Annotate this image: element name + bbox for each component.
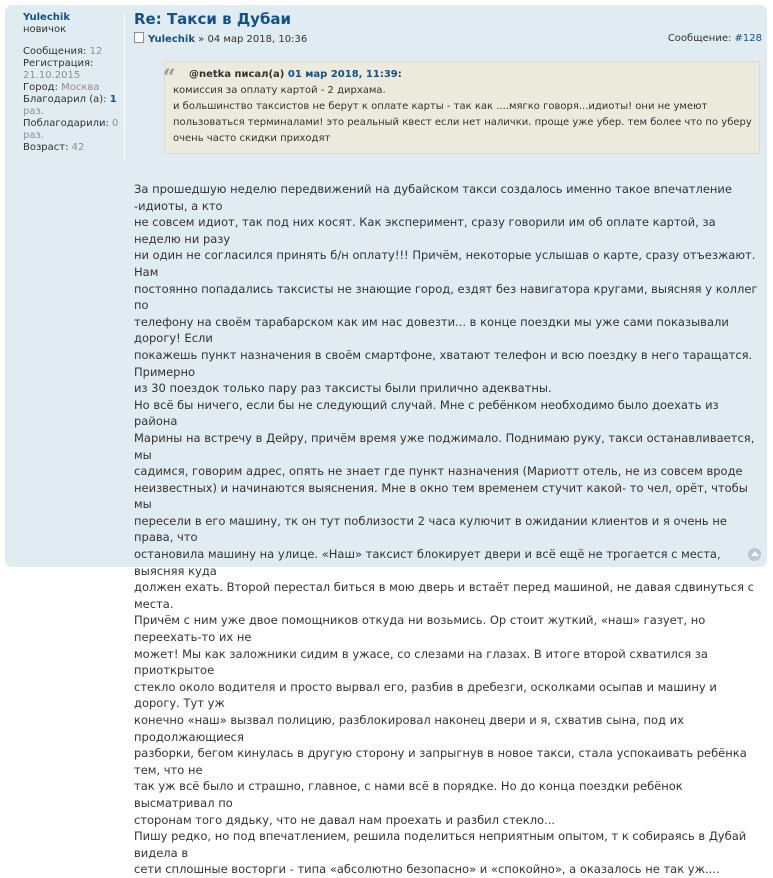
post-author[interactable]: Yulechik xyxy=(148,34,195,45)
content-line: Марины на встречу в Дейру, причём время уже поджимало. Поднимаю руку, такси останавливается, мы xyxy=(134,430,755,462)
content-line: покажешь пункт назначения в своём смартфоне, хватают телефон и всю поездку в него таращатся. Примерно xyxy=(134,347,753,379)
profile-divider xyxy=(124,14,125,161)
thanked-count[interactable]: 1 xyxy=(109,94,117,105)
content-line: конечно «наш» вызвал полицию, разблокировал наконец двери и я, схватив сына, под их продолжающиеся xyxy=(134,713,684,744)
quote-mark-icon: “ xyxy=(163,65,176,91)
was-thanked-times: раз. xyxy=(23,130,44,141)
post-title[interactable]: Re: Такси в Дубаи xyxy=(134,10,292,28)
post-date: » 04 мар 2018, 10:36 xyxy=(198,34,308,45)
content-line: Пишу редко, но под впечатлением, решила поделиться неприятным опытом, т к собираясь в Дубай видела в xyxy=(134,829,747,860)
content-line: стекло около водителя и просто вырвал его, разбив в дребезги, осколками осыпав и машину и дорогу. Тут уж xyxy=(134,679,717,711)
content-line: так уж всё было и страшно, главное, с нами всё в порядке. Но до конца поездки ребёнок высматривал по xyxy=(134,779,683,810)
profile-rank: новичок xyxy=(23,24,67,35)
quote-line: очень часто скидки приходят xyxy=(173,133,331,144)
post-icon[interactable] xyxy=(134,32,144,43)
content-line: не совсем идиот, так под них косят. Как эксперимент, сразу говорили им об оплате картой, за неделю ни разу xyxy=(134,215,716,246)
content-line: пересели в его машину, тк он тут поблизости 2 часа кулючит в ожидании клиентов и я очень не права, что xyxy=(134,513,727,545)
content-line: Но всё бы ничего, если бы не следующий случай. Мне с ребёнком необходимо было доехать из района xyxy=(134,397,719,429)
message-number xyxy=(668,32,762,46)
content-line: сторонам того дядьку, что не давал нам проехать и разбил стекло... xyxy=(134,812,556,827)
quote-colon: : xyxy=(397,69,402,80)
back-to-top-button[interactable] xyxy=(748,548,761,561)
thanked-times: раз. xyxy=(23,106,44,117)
quote-line: и большинство таксистов не берут к оплате карты - так как ....мягко говоря...идиоты! они не умеют xyxy=(173,101,708,112)
registered-label: Регистрация: xyxy=(23,58,94,69)
quote-line: пользоваться терминалами! это реальный квест если нет налички. проще уже убер. тем более что по уберу xyxy=(173,117,752,128)
content-line: постоянно попадались таксисты не знающие город, ездят без навигатора кругами, выясняя у коллег по xyxy=(134,281,758,313)
post-content xyxy=(134,181,762,878)
thanked-label: Благодарил (а): xyxy=(23,94,107,105)
quote-line: комиссия за оплату картой - 2 дирхама. xyxy=(173,85,386,96)
was-thanked-count: 0 xyxy=(112,118,119,129)
city-label: Город: xyxy=(23,82,58,93)
post-meta xyxy=(134,32,762,46)
content-line: За прошедшую неделю передвижений на дубайском такси создалось именно такое впечатление -идиоты, а кто xyxy=(134,182,732,213)
arrow-up-icon xyxy=(751,551,759,556)
content-line: остановила машину на улице. «Наш» таксист блокирует двери и всё ещё не трогается с места, выясняя куда xyxy=(134,547,721,578)
content-line: из 30 поездок только пару раз таксисты были прилично адекватны. xyxy=(134,381,552,396)
quote-date[interactable]: 01 мар 2018, 11:39 xyxy=(287,69,398,80)
age-label: Возраст: xyxy=(23,142,69,153)
content-line: может! Мы как заложники сидим в ужасе, со слезами на глазах. В итоге второй схватился за приоткрытое xyxy=(134,646,708,678)
was-thanked-label: Поблагодарили: xyxy=(23,118,109,129)
content-line: должен ехать. Второй перестал биться в мою дверь и встаёт перед машиной, не давая сдвинуться с места. xyxy=(134,580,754,611)
age-value: 42 xyxy=(71,142,85,153)
quote-cite xyxy=(173,67,753,83)
city-value: Москва xyxy=(61,82,100,93)
message-label: Сообщение: xyxy=(667,33,732,44)
quote-author: @netka писал(а) xyxy=(189,69,285,80)
content-line: разборки, бегом кинулась в другую сторону и запрыгнув в новое такси, стала успокаивать ребёнка тем, что не xyxy=(134,746,747,777)
messages-count: 12 xyxy=(89,46,103,57)
content-line: Причём с ним уже двое помощников откуда ни возьмись. Ор стоит жуткий, «наш» газует, но переехать-то их не xyxy=(134,613,706,645)
messages-label: Сообщения: xyxy=(23,46,87,57)
quote-block xyxy=(164,61,760,154)
content-line: сети сплошные восторги - типа «абсолютно безопасно» и «спокойно», а оказалось не так уж.... xyxy=(134,862,720,877)
profile-username[interactable]: Yulechik xyxy=(23,12,70,23)
post-body xyxy=(134,10,762,878)
message-number-link[interactable]: #128 xyxy=(734,33,762,44)
content-line: телефону на своём тарабарском как им нас довезти... в конце поездки мы уже сами показывали дорогу! Если xyxy=(134,314,729,346)
registered-date: 21.10.2015 xyxy=(23,70,81,81)
post-profile xyxy=(23,12,121,154)
forum-post xyxy=(5,5,767,877)
content-line: ни один не согласился принять б/н оплату!!! Причём, некоторые услышав о карте, сразу отъезжают. Нам xyxy=(134,248,756,279)
content-line: неизвестных) и начинаются выяснения. Мне в окно тем временем стучит какой- то чел, орёт, чтобы мы xyxy=(134,480,748,512)
content-line: садимся, говорим адрес, опять не знает где пункт назначения (Мариотт отель, не из совсем вроде xyxy=(134,464,743,479)
